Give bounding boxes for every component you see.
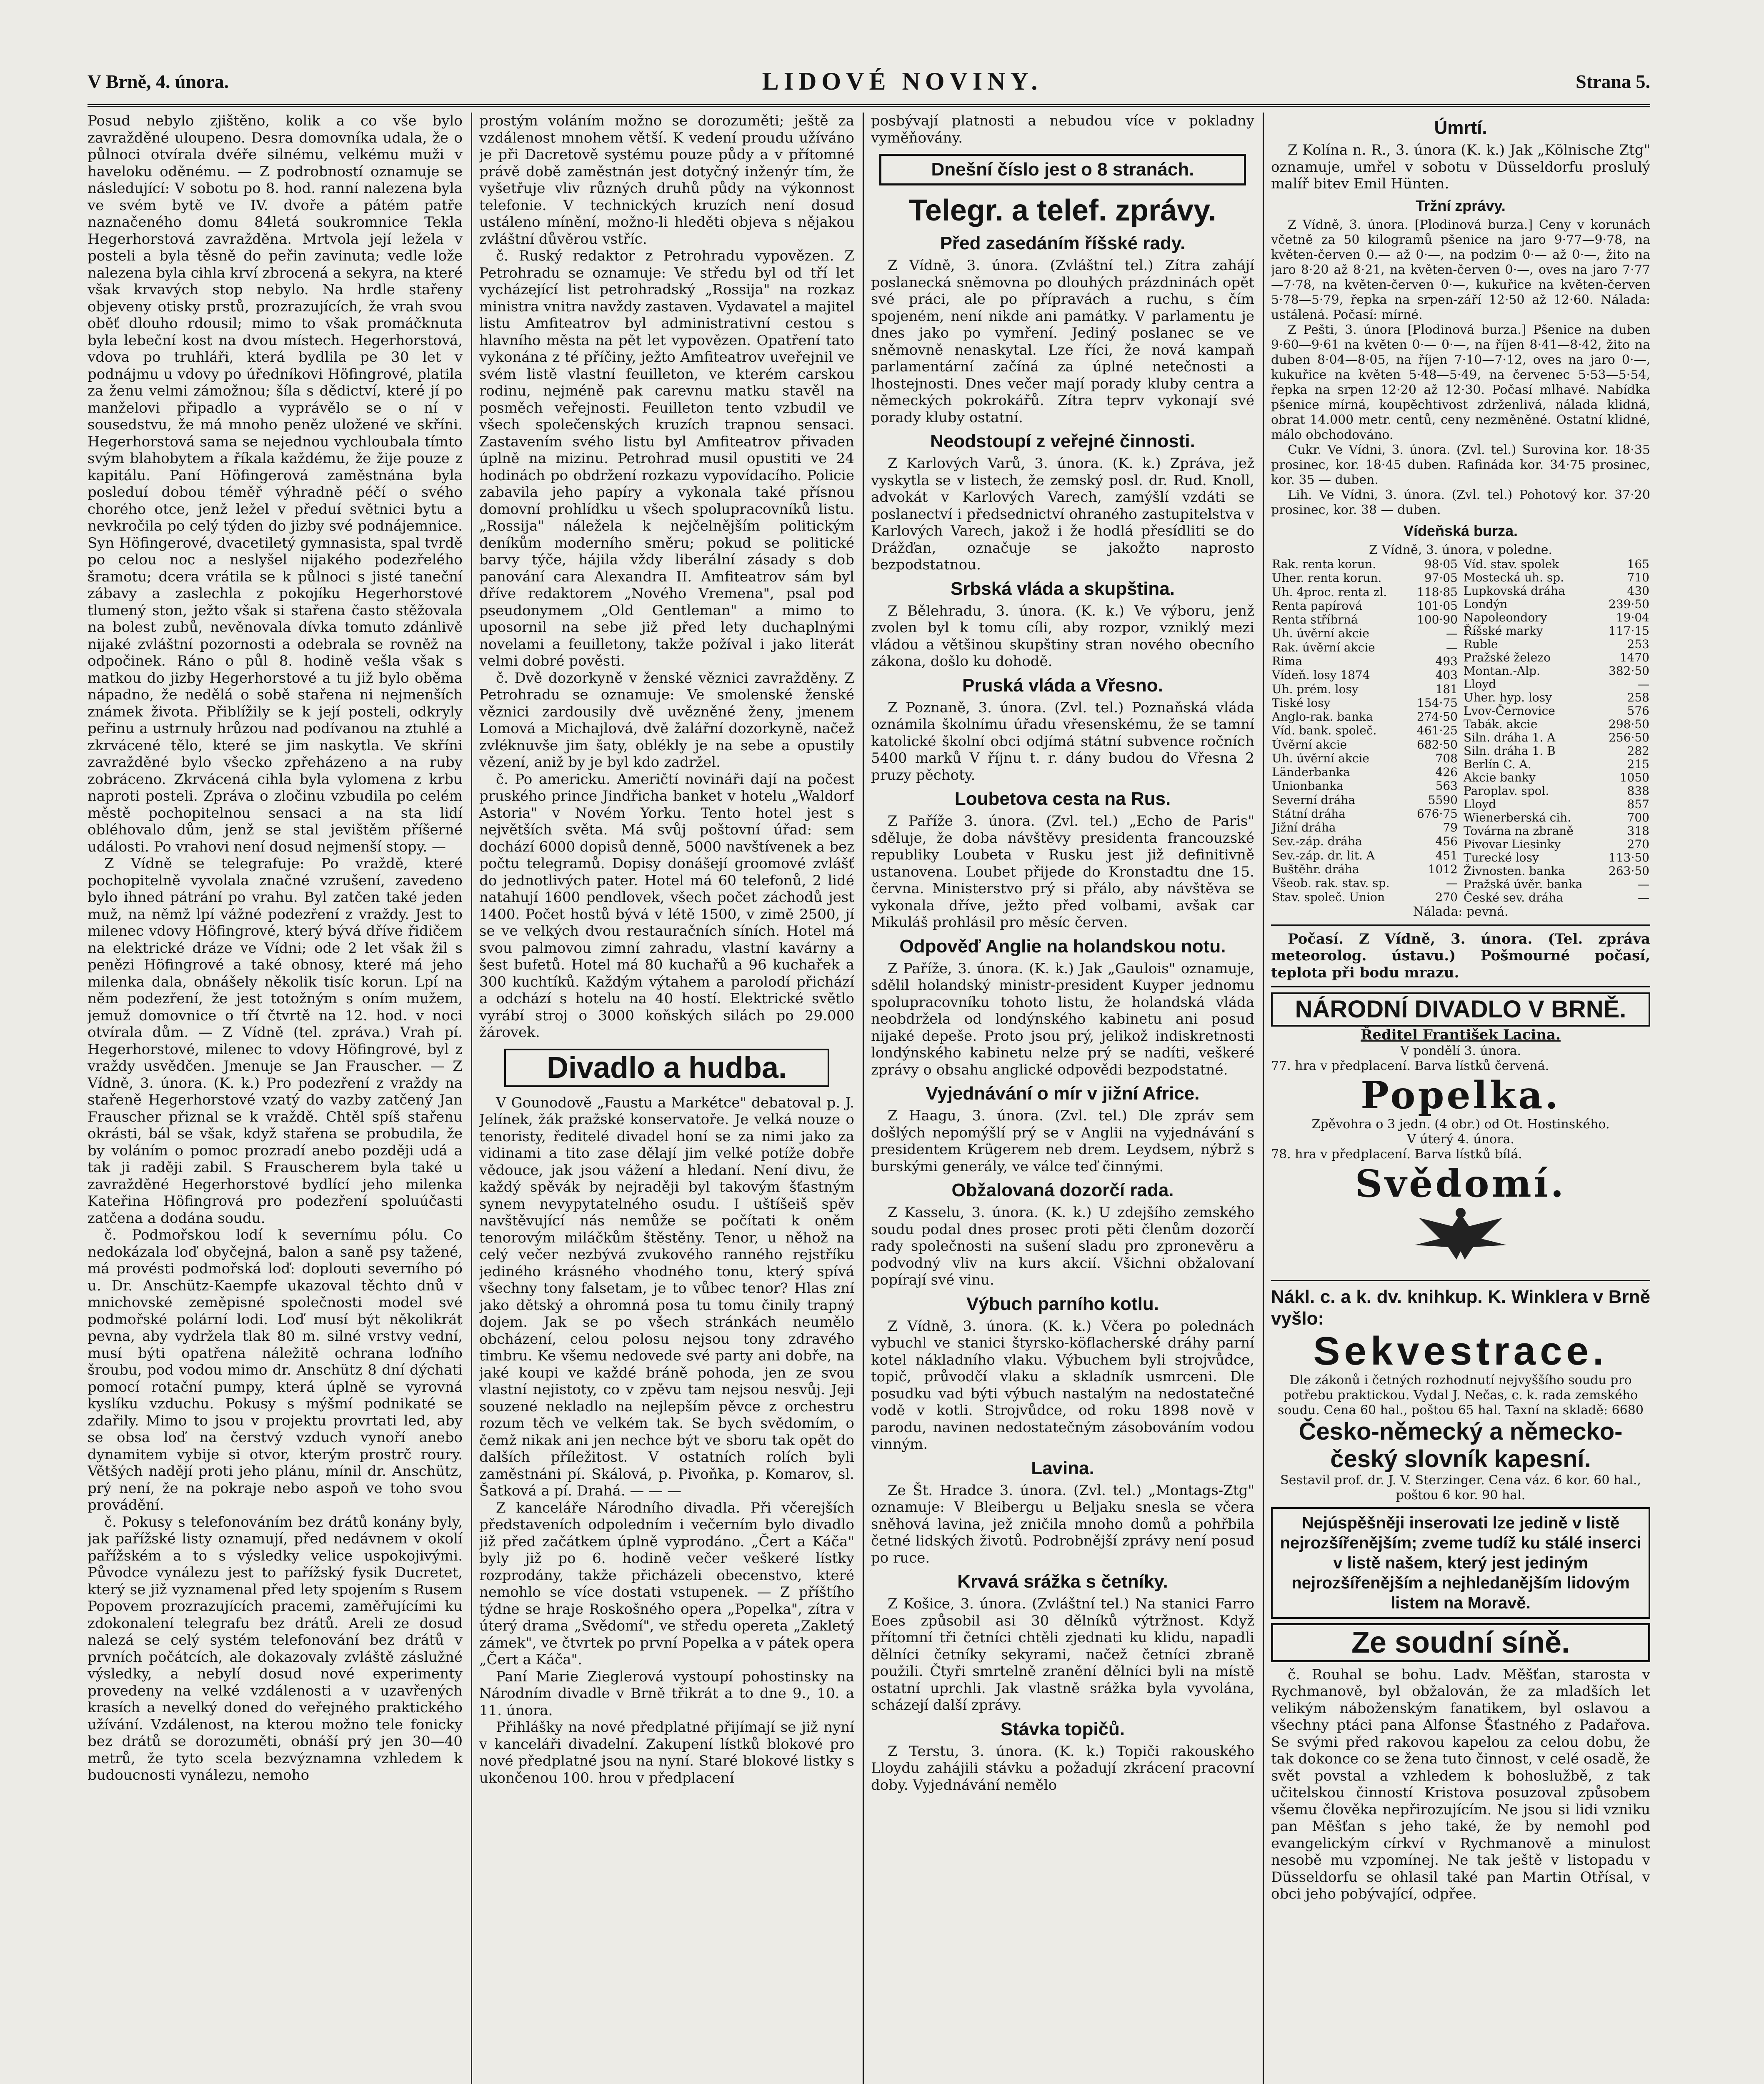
stock-value: 19·04 [1616,610,1649,624]
book-title-sekvestrace: Sekvestrace. [1313,1328,1608,1373]
stock-name: Lloyd [1464,677,1496,691]
page-count-notice: Dnešní číslo jest o 8 stranách. [879,154,1246,185]
stock-name: Berlín C. A. [1464,757,1531,771]
stock-name: Sev.-záp. dráha [1272,834,1362,849]
stock-value: — [1446,626,1458,641]
stock-row [1463,811,1650,824]
stock-row [1271,696,1459,710]
stock-name: Jižní dráha [1272,821,1336,835]
stock-name: Lloyd [1464,797,1496,811]
stock-row [1271,571,1459,585]
column-separator [1263,113,1264,2084]
column-3 [871,113,1254,2084]
stock-name: Rak. renta korun. [1272,557,1376,571]
article-court: č. Rouhal se bohu. Ladv. Měšťan, starosta v Rychmanově, byl obžalován, že za mladších let velikým náboženským fanatikem, byl oslavou a všechny ptáci pana Alfonse Šťastného z Padařova. Se svými před rakovou kapelou za celou dobu, že tak dokonce co se žena tuto činnost, v celé osadě, že svět povstal a vzhledem k bohoslužbě, z tak učitelskou činností Kristova posuzoval způsobem všemu člověka nepřirozujícím. Ne jsou si lidi vzniku pan Měšťan s jeho také, že by nemohl pod evangelickým církví v Rychmanově a minulost nesobě mu vzpomínej. Ne tak ještě v listopadu v Düsseldorfu se ohlasil také pan Martin Otřísal, v obci jeho pobývající, odpřee. [1271,1666,1650,1902]
stock-row [1271,862,1459,876]
stock-row [1463,718,1650,731]
article-sugar: Cukr. Ve Vídni, 3. února. (Zvl. tel.) Surovina kor. 18·35 prosinec, kor. 18·45 duben. Rafináda kor. 34·75 prosinec, kor. 35 — duben. [1271,442,1650,487]
stock-value: 239·50 [1609,597,1649,611]
stock-row [1271,613,1459,627]
column-2 [479,113,854,2084]
performance-day-1: V pondělí 3. února. [1400,1043,1521,1058]
stock-value: 700 [1627,810,1649,824]
stock-name: Uher. renta korun. [1272,571,1382,585]
stock-row [1463,771,1650,784]
article-africa: Z Haagu, 3. února. (Zvl. tel.) Dle zpráv sem došlých nepomýšlí prý se v Anglii na vyjednávání s presidentem Krügerem neb drem. Leydsem, nýbrž s burskými generály, ve válce teď činnými. [871,1107,1254,1175]
stock-row [1271,751,1459,765]
stock-name: Úvěrní akcie [1272,737,1347,751]
advertising-notice: Nejúspěšněji inserovati lze jedině v listě nejrozšířenějším; zveme tudíž ku stálé inserci v listě našem, který jest jediným nejrozšířenějším a nejhledanějším lidovým listem na Moravě. [1271,1507,1650,1619]
section-title-theatre: Divadlo a hudba. [504,1049,829,1087]
stock-value: 318 [1627,824,1649,838]
stock-tables [1271,558,1650,904]
stock-name: Turecké losy [1464,850,1539,864]
stock-value: 857 [1627,797,1649,811]
stock-value: 576 [1627,704,1649,718]
article-russian-editor: č. Ruský redaktor z Petrohradu vypovězen. Z Petrohradu se oznamuje: Ve středu byl od tří let vycházející list petrohradský „Rossija" na rozkaz ministra vnitra navždy zastaven. Vydavatel a majitel listu Amfiteatrov byl administrativní cestou s hlavního města na pět let vypovězen. Opatření tato vykonána z té příčiny, ježto Amfiteatrov uveřejnil ve svém listě vlastní feuilleton, ve kterém carskou rodinu, nejméně pak carevnu matku stavěl na posměch veřejnosti. Feuilleton tento vzbudil ve všech společenských kruzích trapnou sensaci. Zastavením svého listu byl Amfiteatrov přivaden úplně na mizinu. Petrohrad musil opustiti ve 24 hodinách po obdržení rozkazu vypovídacího. Policie zabavila jeho papíry a vykonala také přísnou domovní prohlídku u všech spolupracovníků listu. „Rossija" náležela k nejčelnějším politickým deníkům moderního směru; pokud se politické barvy týče, hájila vždy liberální zásady s dob panování cara Alexandra II. Amfiteatrov sám byl dříve redaktorem „Nového Vremena", psal pod pseudonymem „Old Gentleman" a mimo to uposornil na sebe již před lety duchaplnými novelami a feuilletony, takže požíval i jako literát velmi dobré pověsti. [479,248,854,669]
stock-row [1271,877,1459,890]
performance-title-2: Svědomí. [1355,1161,1566,1206]
stock-name: Živnosten. banka [1464,864,1565,878]
article-wireless-cont: prostým voláním možno se dorozuměti; ještě za vzdálenost mnohem větší. K vedení proudu užíváno je při Dacretově systému pouze půdy a v přítomné právě době zaměstnán jest dotyčný inženýr tím, že vyšetřuje vliv různých druhů půdy na výkonnost telefonie. V technických kruzích není dosud ustáleno mínění, možno-li hleděti objeva s nějakou zvláštní důvěrou vstříc. [479,113,854,248]
stock-name: Rima [1272,654,1303,668]
article-market-vienna: Z Vídně, 3. února. [Plodinová burza.] Ceny v korunách včetně za 50 kilogramů pšenice na jaro 9·77—9·78, na květen-červen 0.— až 0·—, na podzim 0·— až 0·—, žito na jaro 8·20 až 8·21, na květen-červen 0·—, oves na jaro 7·77—7·78, na květen-červen 0·—, kukuřice na květen-červen 5·78—5·79, řepka na srpen-září 12·50 až 12·60. Nálada: ustálená. Počasí: mírné. [1271,217,1650,322]
article-wireless: č. Pokusy s telefonováním bez drátů konány byly, jak pařížské listy oznamují, před nedávnem v okolí pařížském a to s výsledky velice uspokojivými. Původce vynálezu jest to pařížský fysik Ducretet, který se již vyznamenal před lety spojením s Rusem Popovem prozrazujících pracemi, zaměřujícími ku zdokonalení telegrafu bez drátů. Areli ze dosud nalezá se celý systém telefonování bez drátů v prvních počátcích, ale dokazovaly zvláště záslužné výsledky, a nebylí dosud nové experimenty provedeny na velké vzdálenosti a v uzavřených krasích a nevelký doned do veřejného praktického užívání. Vzdálenost, na kterou možno tele fonicky bez drátů se dorozuměti, obnáší prý jen 30—40 metrů, že tyto scela bezvýznamna vzhledem k budoucnosti vynálezu, nemoho [88,1513,463,1783]
stock-name: Uh. prém. losy [1272,682,1359,696]
stock-row [1463,758,1650,771]
divider [1271,1280,1650,1281]
headline-avalanche: Lavina. [1031,1458,1094,1478]
stock-name: Lupkovská dráha [1464,584,1565,598]
stock-name: Pražské železo [1464,650,1551,664]
stock-row [1271,890,1459,904]
stock-row [1463,638,1650,651]
stock-row [1271,793,1459,807]
stock-value: 461·25 [1417,724,1458,738]
stock-row [1463,878,1650,891]
stock-row [1271,807,1459,821]
headline-knoll: Neodstoupí z veřejné činnosti. [930,431,1195,451]
headline-strike: Stávka topičů. [1000,1718,1125,1739]
article-kassel: Z Kasselu, 3. února. (K. k.) U zdejšího zemského soudu podal dnes prosec proti pěti členům dozorčí rady společnosti na sušení sladu pro zpronevěru a podvodný vliv na kurs akcií. Všichni obžalovaní popírají své vinu. [871,1204,1254,1288]
article-subscriptions-cont: posbývají platnosti a nebudou více v pokladny vyměňovány. [871,113,1254,146]
stock-row [1463,571,1650,584]
stock-value: 263·50 [1609,864,1649,878]
stock-value: 258 [1627,690,1649,704]
article-strike: Z Terstu, 3. února. (K. k.) Topiči rakouského Lloydu zahájili stávku a požadují zkrácení pracovní doby. Vyjednávání nemělo [871,1743,1254,1793]
stock-row [1463,891,1650,904]
book-desc-sekvestrace: Dle zákonů i četných rozhodnutí nejvyššího soudu pro potřebu praktickou. Vydal J. Nečas, c. k. rada zemského soudu. Cena 60 hal., poštou 65 hal. Taxní na skladě: 6680 [1278,1373,1644,1418]
stock-name: Víd. stav. spolek [1464,557,1559,571]
stock-name: Továrna na zbraně [1464,824,1574,838]
stock-value: 274·50 [1417,710,1458,724]
stock-name: Víd. bank. společ. [1272,724,1377,738]
stock-name: Akcie banky [1464,770,1536,784]
headline-boiler: Výbuch parního kotlu. [966,1293,1159,1314]
stock-name: Všeob. rak. stav. sp. [1272,876,1390,890]
stock-row [1463,824,1650,838]
stock-row [1463,851,1650,864]
stock-value: 100·90 [1417,613,1458,627]
headline-loubet: Loubetova cesta na Rus. [954,789,1171,809]
stock-row [1463,744,1650,758]
stock-row [1463,651,1650,664]
stock-name: Státní dráha [1272,807,1346,821]
page-header [88,58,1650,107]
stock-row [1463,624,1650,638]
performance-subtitle-1: Zpěvohra o 3 jedn. (4 obr.) od Ot. Hostinského. [1311,1117,1610,1132]
stock-row [1463,598,1650,611]
stock-name: Rak. úvěrní akcie [1272,640,1375,654]
stock-value: 710 [1627,570,1649,584]
stock-name: Lvov-Černovice [1464,704,1555,718]
article-submarine: č. Podmořskou lodí k severnímu pólu. Co nedokázala loď obyčejná, balon a saně psy tažené, má provésti podmořská loď: doplouti severního pó u. Dr. Anschütz-Kaempfe ukazoval těchto dnů v mnichovské zeměpisné společnosti model své podmořské polární lodi. Loď musí být několikrát pevna, aby vydržela tlak 80 m. silné vrstvy vední, musí býti opatřena náležitě ochrana loďního šroubu, pod vodou mimo dr. Anschütz 8 dní dýchati pomocí rotační pumpy, která úplně se vyrovná kyslíku vzduchu. Pokusy s mýšmí podnikaté se zdařily. Mimo to jsou v projektu provrtati led, aby se obsa loď na čerstvý vzduch vynoří anebo dynamitem vybije si otvor, kterým prostrč roury. Většých nadějí proti jeho plánu, mínil dr. Anschütz, prý není, že na pokraje nebo aspoň ve toho svou provádění. [88,1227,463,1513]
stock-row [1271,710,1459,724]
stock-row [1271,835,1459,849]
stock-row [1271,682,1459,696]
book-desc-dictionary: Sestavil prof. dr. J. V. Sterzinger. Cena váz. 6 kor. 60 hal., poštou 6 kor. 90 hal. [1280,1473,1641,1503]
stock-name: Uher. hyp. losy [1464,690,1552,704]
stock-name: Pražská úvěr. banka [1464,877,1583,891]
stock-name: Vídeň. losy 1874 [1272,668,1370,682]
stock-value: 382·50 [1609,664,1649,678]
article-murder-text: Posud nebylo zjištěno, kolik a co vše bylo zavražděné uloupeno. Desra domovníka udala, že o půlnoci otvírala dvéře silnému, velkému muži v haveloku oděnému. — Z podrobností oznamuje se následující: V sobotu po 8. hod. ranní nalezena byla ve svém bytě ve IV. dvoře a pátém patře naznačeného domu 84letá soukromnice Tekla Hegerhorstová zavražděna. Mrtvola její ležela v posteli a byla těsně do peřin zavinuta; vedle lože nalezena byla cihla krví zbrocená a sekyra, na které však krvavých stop nebylo. Na hrdle stařeny objeveny otisky prstů, prozrazujících, že vrah svou oběť dlouho rdousil; mimo to však promáčknuta byla lebeční kost na dvou místech. Hegerhorstová, vdova po truhláři, která bydlila pe 30 let v podnájmu u vdovy po úředníkovi Höfingrové, platila za ženu velmi zámožnou; šíla s dědictví, které jí po manželovi připadlo a vyprávělo se o ní v sousedstvu, že má mnoho peněz uložené ve skříni. Hegerhorstová sama se nejednou vychloubala tímto svým blahobytem a říkala každému, že žije pouze z kapitálu. Paní Höfingerová zaměstnána byla posleduí dobou téměř výhradně péčí o svého chorého otce, jenž ležel v předuí světnici bytu a nevkročila po celý týden do jizby své podnájemnice. Syn Höfingerové, dvacetiletý gymnasista, spal tvrdě po celou noc a neslyšel nijakého podezřelého šramotu; dcera vrátila se k půlnoci s jisté taneční zábavy a zaslechla z pokojíku Hegerhorstové tlumený ston, ježto však si stařena často stěžovala na bolest zubů, nevěnovala dívka tomuto zdánlivě nijaké zvláštní pozornosti a odebrala se rovněž na odpočinek. Ráno o půl 8. hodině vešla však s matkou do jizby Hegerhorstové a tu již bylo oběma nápadno, že nedělá o sobě stařena ni nejmenších známek života. Přiblížily se k její posteli, odkryly peřinu a ustrnuly hrůzou nad podívanou na ztuhlé a zkrvácené tělo, které se jim naskytla. Ve skříni zavražděné bylo všecko zpřeházeno a na ruby zobráceno. Zkrvácená cihla byla vylomena z krbu naproti posteli. Zpráva o zločinu vzbudila po celém městě pochopitelnou sensaci a na sta lidí obléhovalo dům, jenž se stal jevištěm příšerné události. Po vrahovi není dosud nejmenší stopy. — [88,113,463,855]
article-spirits: Lih. Ve Vídni, 3. února. (Zvl. tel.) Pohotový kor. 37·20 prosinec, kor. 38 — duben. [1271,487,1650,517]
stock-value: 1012 [1428,862,1458,876]
stock-row [1463,864,1650,878]
stock-value: — [1638,677,1649,691]
stock-name: Buštěhr. dráha [1272,862,1359,876]
stock-name: Siln. dráha 1. B [1464,744,1556,758]
weather-report: Počasí. Z Vídně, 3. února. (Tel. zpráva meteorolog. ústavu.) Pošmourné počasí, teplota při bodu mrazu. [1271,930,1650,981]
article-boiler: Z Vídně, 3. února. (K. k.) Včera po polednách vybuchl ve stanici štyrsko-köflacherské dráhy parní kotel nákladního vlaku. Výbuchem byli strojvůdce, topič, průvodčí vlaku a skladník usmrceni. Dle posudku vad býti výbuch nastalým na nedostatečné vodě v kotli. Strojvůdce, od roku 1898 nově v parodu, navinen nedostatečným zásobováním vodou vinným. [871,1318,1254,1453]
stock-name: Siln. dráha 1. A [1464,730,1556,744]
divider [1271,924,1650,926]
headline-parliament: Před zasedáním říšské rady. [940,233,1186,253]
stock-row [1271,585,1459,599]
stock-value: 563 [1435,779,1458,793]
article-subscriptions: Přihlášky na nové předplatné přijímají se již nyní v kanceláři divadelní. Zakupení lístků blokové pro nové předplatné jsou na nyní. Staré blokové listky s ukončenou 100. hrou v předplacení [479,1719,854,1786]
stock-row [1463,798,1650,811]
stock-value: 1470 [1619,650,1649,664]
stock-value: 838 [1627,784,1649,798]
stock-exchange-subtitle: Z Vídně, 3. února, v poledne. [1369,542,1553,557]
stock-name: Länderbanka [1272,765,1350,779]
stock-mood: Nálada: pevná. [1413,904,1509,919]
stock-name: Renta stříbrná [1272,613,1358,627]
column-separator [863,113,864,2084]
stock-value: 253 [1627,637,1649,651]
stock-row [1463,584,1650,598]
stock-value: 403 [1435,668,1458,682]
stock-row [1463,838,1650,851]
theatre-ad-title: NÁRODNÍ DIVADLO V BRNĚ. [1271,992,1650,1027]
stock-value: 676·75 [1417,807,1458,821]
stock-name: Anglo-rak. banka [1272,710,1373,724]
stock-name: Severní dráha [1272,793,1356,807]
stock-value: 181 [1435,682,1458,696]
stock-row [1463,731,1650,744]
stock-value: — [1638,890,1649,904]
article-england: Z Paříže, 3. února. (K. k.) Jak „Gaulois" oznamuje, sdělil holandský ministr-president Kuyper jednomu spolupracovníku tohoto listu, že holandská vláda neobdržela od londýnského kabinetu ani posud nijaké depeše. Proto jsou prý, jelikož indiskretnosti londýnského kabinetu nelze prý se nadíti, veškeré zprávy o obsahu anglické odpovědi bezpodstatné. [871,960,1254,1078]
stock-value: 451 [1435,848,1458,862]
stock-row [1271,669,1459,682]
stock-name: Uh. 4proc. renta zl. [1272,585,1387,599]
stock-row [1463,558,1650,571]
stock-row [1271,558,1459,571]
stock-name: Renta papírová [1272,599,1362,613]
stock-name: Stav. společ. Union [1272,890,1385,904]
performance-title-1: Popelka. [1361,1073,1561,1117]
article-wreschen: Z Poznaně, 3. února. (Zvl. tel.) Poznaňská vláda oznámila školnímu úřadu vřesenskému, že se tamní katolické školní obci odjímá státní subvence ročních 5400 marků V říjnu t. r. dány budou do Vřesna 2 pruzy pěchoty. [871,699,1254,784]
stock-row [1271,599,1459,613]
stock-value: 426 [1435,765,1458,779]
performance-info-2: 78. hra v předplacení. Barva lístků bílá. [1271,1147,1522,1162]
stock-name: Říšské marky [1464,624,1543,638]
stock-value: 98·05 [1424,557,1458,571]
stock-name: Montan.-Alp. [1464,664,1540,678]
stock-value: — [1446,876,1458,890]
stock-value: — [1638,877,1649,891]
stock-row [1463,784,1650,798]
headline-gendarmes: Krvavá srážka s četníky. [957,1571,1168,1592]
newspaper-page [88,58,1650,2084]
stock-name: Pivovar Liesinky [1464,837,1561,851]
article-loubet: Z Paříže 3. února. (Zvl. tel.) „Echo de Paris" sděluje, že doba návštěvy presidenta francouzské republiky Loubeta v Rusku jest již definitivně ustanovena. Loubet přijede do Kronstadtu dne 15. června. Ministerstvo prý si přálo, aby návštěva se vykonala dříve, ježto před volbami, avšak car Mikuláš prohlásil pro měsíc červen. [871,813,1254,931]
masthead-title: LIDOVÉ NOVINY. [762,67,1043,95]
stock-value: 270 [1627,837,1649,851]
book-title-dictionary: Česko-německý a německo-český slovník kapesní. [1299,1418,1623,1473]
stock-row [1271,849,1459,862]
article-avalanche: Ze Št. Hradce 3. února. (Zvl. tel.) „Montags-Ztg" oznamuje: V Bleibergu u Beljaku snesla se včera sněhová lavina, jež zničila mnoho domů a pohřbila četné lidských životů. Podrobnější zprávy není posud po ruce. [871,1482,1254,1566]
stock-row [1271,779,1459,793]
stock-name: Londýn [1464,597,1508,611]
headline-deaths: Úmrtí. [1434,118,1487,138]
headline-africa: Vyjednávání o mír v jižní Africe. [926,1083,1200,1104]
stock-value: 1050 [1619,770,1649,784]
eagle-icon [1398,1205,1523,1264]
stock-value: 298·50 [1609,717,1649,731]
stock-name: Uh. úvěrní akcie [1272,626,1369,641]
stock-value: 682·50 [1417,737,1458,751]
performance-day-2: V úterý 4. února. [1407,1132,1514,1147]
stock-value: 165 [1627,557,1649,571]
article-national-theatre: Z kanceláře Národního divadla. Při včerejších představeních odpoledním i večerním bylo divadlo již před začátkem úplně vyprodáno. „Čert a Káča" byly již po 6. hodině večer veškeré lístky rozprodány, takže přicházeli obecenstvo, které nemohlo se více dostati vstupenek. — Z příštího týdne se hraje Roskošného opera „Popelka", zítra v úterý drama „Svědomí", ve středu opereta „Zakletý zámek", ve čtvrtek po první Popelka a v pátek opera „Čert a Káča". [479,1499,854,1668]
stock-value: 79 [1443,821,1458,835]
stock-row [1463,704,1650,718]
stock-name: Uh. úvěrní akcie [1272,751,1369,765]
article-parliament: Z Vídně, 3. února. (Zvláštní tel.) Zítra zahájí poslanecká sněmovna po dlouhých prázdninách opět své práci, ale po přípravách a ruchu, s čím spojeném, není nikde ani památky. V parlamentu je dnes jako po vymření. Jediný poslanec se ve sněmovně nenaskytal. Lze říci, že nová kampaň parlamentární začíná za úplné netečnosti a lhostejnosti. Dnes večer mají porady kluby centra a německých pokrokářů. Zítra teprv vykonají své porady kluby ostatní. [871,257,1254,426]
stock-name: Unionbanka [1272,779,1344,793]
stock-row [1463,664,1650,678]
stock-value: 270 [1435,890,1458,904]
stock-value: 154·75 [1417,696,1458,710]
column-separator [471,113,472,2084]
stock-value: — [1446,640,1458,654]
headline-england: Odpověď Anglie na holandskou notu. [899,936,1226,957]
stock-value: 118·85 [1417,585,1458,599]
stock-row [1463,691,1650,704]
article-faust: V Gounodově „Faustu a Markétce" debatoval p. J. Jelínek, žák pražské konservatoře. Je velká nouze o tenoristy, ředitelé divadel honí se za nimi jako za vidinami a tito zase dělají jim velké potíže dobře vědouce, jak jsou vážení a hledaní. Není divu, že každý spěvák by nejraději byl takovým šťastným synem nevypytatelného osudu. I uštíšeiš spěv navštěvující nás nemůže se počítati k oněm tenorovým miláčkům štěstěny. Tenor, u něhož na celý večer nezbývá zvukového ranného rejstříku jediného krásného vhodného tonu, který spívá všechny tony falsetam, je to vůbec tenor? Hlas zní jako dětský a ohromná posa tu tomu činily trapný dojem. Jak se po všech stránkách neumělo obcházení, celou polosu nejsou tony zdravého timbru. Ke všemu nedovede své party ani dobře, na jaké koupi ve každé bráně pohoda, jen ze svou vlastní nejistoty, co v zpěvu tam nejsou nesvůj. Jeji souzené nekladlo na nejlepším pěvce z orchestru rozum těch ve velkém tak. Se bych svědomím, o čemž nikak ani jen nechce být ve sboru tak opět do dalších příležitost. V ostatních rolích byli zaměstnáni pí. Skálová, p. Pivoňka, p. Komarov, sl. Šatková a pí. Drahá. — — — [479,1094,854,1499]
stock-row [1271,738,1459,751]
stock-row [1271,627,1459,641]
stock-name: Ruble [1464,637,1498,651]
stock-value: 215 [1627,757,1649,771]
column-4 [1271,113,1650,2084]
divider [1271,986,1650,987]
article-serbia: Z Bělehradu, 3. února. (K. k.) Ve výboru, jenž zvolen byl k tomu cíli, aby rozpor, vzniklý mezi vládou a většinou skupštiny stran nového obecního zákona, došlo ku dohodě. [871,602,1254,670]
stock-value: 97·05 [1424,571,1458,585]
column-1 [88,113,463,2084]
stock-table-left [1271,558,1459,904]
article-market-pest: Z Pešti, 3. února [Plodinová burza.] Pšenice na duben 9·60—9·61 na květen 0·— 0·—, na říjen 8·41—8·42, žito na duben 8·04—8·05, na říjen 7·10—7·12, oves na jaro 0·—, kukuřice na květen 5·48—5·49, na červenec 5·53—5·54, řepka na srpen 12·20 až 12·30. Počasí mlhavé. Nabídka pšenice mírná, koupěchtivost zdrženlivá, nálada klidná, obrat 14.000 metr. centů, ceny nezměněné. Ostatní klidné, málo obchodováno. [1271,322,1650,442]
article-murder-telegram: Z Vídně se telegrafuje: Po vraždě, které pochopitelně vyvolala značné vzrušení, zavedeno bylo ihned pátrání po vrahu. Byl zatčen také jeden muž, na němž lpí vážné podezření z vraždy. Jest to milenec vdovy Höfingrové, který bývá dříve řidičem na elektrické dráze ve Vídni; ode 2 let však žil s penězi Höfingrové a také obnosy, které má jeho milenka dala, obnášely několik tisíc korun. Lpí na něm podezření, že jest totožným s oním mužem, jemuž domovnice o tří čtvrtě na 12. hod. v noci otvírala dům. — Z Vídně (tel. zpráva.) Vrah pí. Hegerhorstové, milenec to vdovy Höfingrové, byl z vraždy usvědčen. Jmenuje se Jan Frauscher. — Z Vídně, 3. února. (K. k.) Pro podezření z vraždy na stařeně Hegerhorstové vzatý do vazby zatčený Jan Frauscher přiznal se k vraždě. Chtěl spíš stařenu okrásti, bál se však, když stařena se probudila, že by voláním o pomoc prozradí anebo později udá a tak ji raději zabil. S Frauscherem byla také u zavražděné Hegerhorstové bydlící jeho milenka Kateřina Höfingrová pro podezření spoluúčasti zatčena a dodána soudu. [88,855,463,1227]
article-gendarmes: Z Košice, 3. února. (Zvláštní tel.) Na stanici Farro Eoes způsobil asi 30 dělníků výtržnost. Když přítomní tři četníci chtěli zjednati ku klidu, napadli dělníci četníky sekyrami, načež četníci zbraně použili. Čtyři smrtelně zranění dělníci byli na místě ostatní uprchli. Jak vlastně srážka byla vyvolána, scházejí další zprávy. [871,1596,1254,1713]
stock-value: 5590 [1428,793,1458,807]
stock-name: České sev. dráha [1464,890,1563,904]
headline-serbia: Srbská vláda a skupština. [950,578,1175,599]
stock-value: 256·50 [1609,730,1649,744]
stock-value: 282 [1627,744,1649,758]
stock-row [1463,678,1650,691]
stock-name: Mostecká uh. sp. [1464,570,1564,584]
article-knoll: Z Karlových Varů, 3. února. (K. k.) Zpráva, jež vyskytla se v listech, že zemský posl. dr. Rud. Knoll, advokát v Karlových Varech, zamýšlí vzdáti se poslanectví i předsednictví ohraného zastupitelstva v Karlových Varech, jakož i že hodlá přesídliti se do Drážďan, označuje se jakožto naprosto bezpodstatnou. [871,455,1254,573]
headline-wreschen: Pruská vláda a Vřesno. [962,675,1163,696]
stock-value: 708 [1435,751,1458,765]
page-number: Strana 5. [1576,70,1650,92]
stock-name: Paroplav. spol. [1464,784,1549,798]
stock-row [1271,821,1459,835]
stock-value: 113·50 [1609,850,1649,864]
stock-row [1271,654,1459,668]
header-date: V Brně, 4. února. [88,70,229,92]
stock-value: 456 [1435,834,1458,849]
stock-row [1271,724,1459,738]
theatre-director: Ředitel František Lacina. [1361,1027,1561,1043]
stock-value: 430 [1627,584,1649,598]
publisher-line: Nákl. c. a k. dv. knihkup. K. Winklera v Brně vyšlo: [1271,1286,1650,1329]
stock-value: 117·15 [1609,624,1649,638]
stock-row [1271,641,1459,654]
stock-name: Sev.-záp. dr. lit. A [1272,848,1375,862]
article-prison: č. Dvě dozorkyně v ženské věznici zavražděny. Z Petrohradu se oznamuje: Ve smolenské ženské věznici zardousily dvě uvězněné ženy, jmenem Lomová a Michajlová, dvě žalářní dozorkyně, načež zvléknuvše jim šaty, oblékly je na sebe a opustily vězení, aniž by je byl kdo zadržel. [479,669,854,771]
stock-row [1463,611,1650,624]
stock-table-right [1463,558,1650,904]
stock-name: Wienerberská cih. [1464,810,1571,824]
article-deaths: Z Kolína n. R., 3. února (K. k.) Jak „Kölnische Ztg" oznamuje, umřel v sobotu v Düsseldorfu proslulý malíř bitev Emil Hünten. [1271,142,1650,192]
eagle-emblem-icon [1271,1205,1650,1275]
headline-market: Tržní zprávy. [1416,197,1506,214]
performance-info-1: 77. hra v předplacení. Barva lístků červená. [1271,1058,1549,1073]
stock-row [1271,765,1459,779]
section-title-court: Ze soudní síně. [1271,1623,1650,1662]
stock-value: 101·05 [1417,599,1458,613]
headline-stock-exchange: Vídeňská burza. [1403,522,1518,539]
article-american: č. Po americku. Američtí novináři dají na počest pruského prince Jindřicha banket v hotelu „Waldorf Astoria" v Novém Yorku. Tento hotel jest s největších světa. Má svůj poštovní úřad: sem dochází 6000 dopisů denně, 5000 navštívenek a bez počtu telegramů. Dopisy donášejí groomové zvlášť do jednotlivých pater. Hotel má 60 telefonů, 2 lidé natahují 1600 pendlovek, všech počet záchodů jest 1400. Počet hostů bývá v létě 1500, v zimě 2500, jí se ve velkých dvou restauračních síních. Hotel má svou palmovou zimní zahradu, vlastní kavárny a šest bufetů. Hotel má 80 kuchařů a 96 kuchařek a 300 kuchtíků. Každým výtahem a parolodí přichází a odchází s hotelu na 40 hostí. Elektrické světlo vyrábí stroj o 3000 koňských silách po 29.000 žárovek. [479,771,854,1041]
stock-name: Tabák. akcie [1464,717,1538,731]
section-title-telegraph: Telegr. a telef. zprávy. [909,194,1216,227]
stock-value: 493 [1435,654,1458,668]
article-zieglerova: Paní Marie Zieglerová vystoupí pohostinsky na Národním divadle v Brně třikrát a to dne 9., 10. a 11. února. [479,1668,854,1719]
stock-name: Tiské losy [1272,696,1331,710]
stock-name: Napoleondory [1464,610,1547,624]
headline-kassel: Obžalovaná dozorčí rada. [951,1180,1174,1200]
